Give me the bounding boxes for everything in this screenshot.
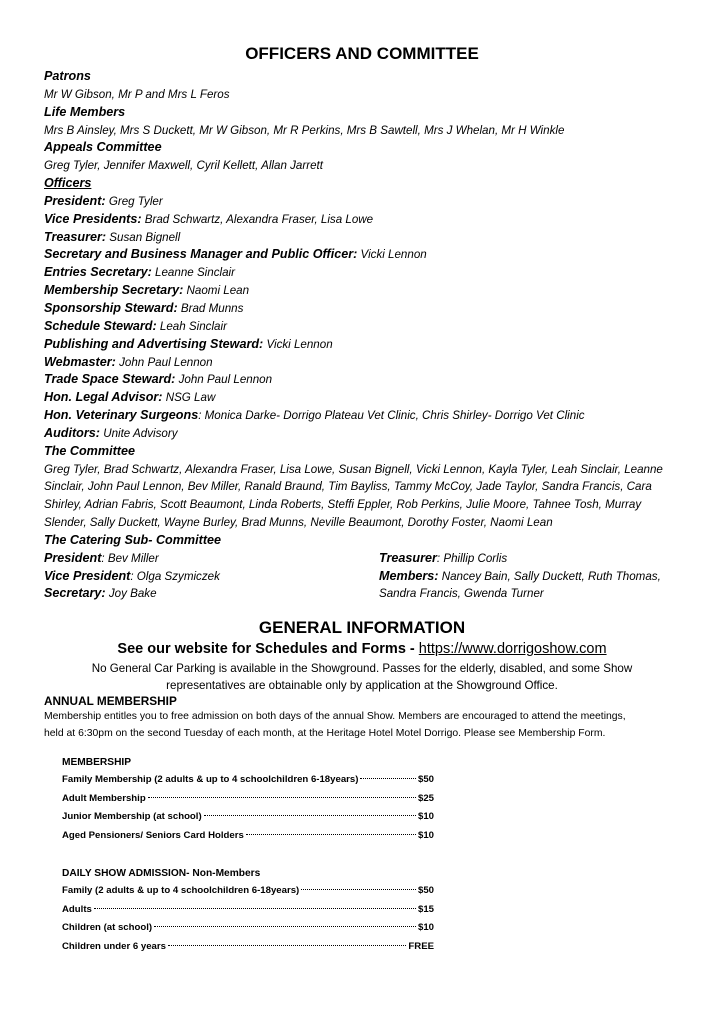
price-value: $10 (417, 922, 434, 933)
price-value: $50 (417, 774, 434, 785)
officer-row (44, 318, 714, 336)
dot-leader (204, 815, 416, 816)
price-label: Children (at school) (62, 922, 153, 933)
officer-role: Membership Secretary: (44, 283, 184, 298)
parking-notice: No General Car Parking is available in the Showground. Passes for the elderly, disabled, and some Show representatives are obtainable only by application at the Showground Office. (91, 662, 633, 692)
committee-line: Shirley, Adrian Fabris, Scott Beaumont, Linda Roberts, Steffi Eppler, Rob Perkins, Julie Moore, Tahnee Tosh, Murray (44, 498, 642, 512)
general-info-title: GENERAL INFORMATION (258, 618, 466, 637)
price-row (62, 941, 434, 960)
officer-row (44, 407, 714, 425)
officer-name: Greg Tyler (105, 194, 163, 208)
officer-row (44, 246, 714, 264)
price-value: $10 (417, 829, 434, 841)
catering-treasurer: Treasurer: Phillip Corlis (379, 550, 508, 565)
dot-leader (168, 945, 406, 946)
price-row (62, 922, 434, 941)
officers-section (44, 68, 714, 603)
life-members-heading: Life Members (44, 104, 126, 119)
price-label: Adults (62, 903, 92, 915)
officer-row (44, 336, 714, 354)
price-row (62, 774, 434, 793)
dot-leader (360, 778, 416, 779)
committee-text (44, 461, 714, 532)
life-members-text: Mrs B Ainsley, Mrs S Duckett, Mr W Gibson, Mr R Perkins, Mrs B Sawtell, Mrs J Whelan, Mr H Winkle (44, 123, 565, 137)
membership-heading: MEMBERSHIP (62, 757, 132, 768)
price-label: Junior Membership (at school) (62, 811, 202, 822)
dot-leader (154, 926, 416, 927)
officer-row (44, 425, 714, 443)
price-row (62, 811, 434, 830)
price-value: $10 (417, 811, 434, 822)
officers-heading: Officers (44, 176, 92, 191)
officer-role: Vice Presidents: (44, 211, 142, 226)
officer-row (44, 389, 714, 407)
website-line: See our website for Schedules and Forms - https://www.dorrigoshow.com (117, 641, 607, 657)
appeals-heading: Appeals Committee (44, 140, 162, 155)
website-link[interactable]: https://www.dorrigoshow.com (418, 641, 607, 657)
admission-price-list (62, 868, 434, 959)
officer-role: Sponsorship Steward: (44, 300, 178, 315)
catering-members: Members: Nancey Bain, Sally Duckett, Ruth Thomas, (379, 568, 661, 583)
patrons-heading: Patrons (44, 69, 91, 83)
page-title: OFFICERS AND COMMITTEE (245, 44, 479, 63)
officer-name: NSG Law (162, 391, 216, 405)
officer-name: John Paul Lennon (175, 373, 273, 387)
price-label: Family (2 adults & up to 4 schoolchildren 6-18years) (62, 885, 300, 896)
officer-row (44, 371, 714, 389)
membership-price-list (62, 757, 434, 848)
catering-vice-president: Vice President: Olga Szymiczek (44, 568, 220, 583)
officer-row (44, 229, 714, 247)
officer-name: : Monica Darke- Dorrigo Plateau Vet Clinic, Chris Shirley- Dorrigo Vet Clinic (198, 409, 585, 423)
officer-role: Schedule Steward: (44, 318, 157, 333)
officer-row (44, 300, 714, 318)
price-row (62, 793, 434, 812)
catering-secretary: Secretary: Joy Bake (44, 586, 157, 601)
price-row (62, 830, 434, 849)
officer-row (44, 354, 714, 372)
officer-name: Vicki Lennon (357, 248, 427, 262)
committee-line: Sinclair, John Paul Lennon, Bev Miller, Ranald Braund, Tim Bayliss, Tammy McCoy, Jade Taylor, Sandra Francis, Cara (44, 480, 652, 494)
dot-leader (148, 797, 416, 798)
price-label: Family Membership (2 adults & up to 4 schoolchildren 6-18years) (62, 774, 359, 785)
officer-name: Vicki Lennon (263, 337, 333, 351)
catering-president: President: Bev Miller (44, 550, 159, 565)
officer-role: Trade Space Steward: (44, 372, 176, 387)
officer-name: Leah Sinclair (156, 319, 227, 333)
committee-heading: The Committee (44, 443, 135, 458)
officer-name: Unite Advisory (99, 426, 178, 440)
catering-heading: The Catering Sub- Committee (44, 532, 222, 547)
price-value: $50 (417, 885, 434, 896)
price-value: $15 (417, 903, 434, 915)
officer-name: John Paul Lennon (115, 355, 213, 369)
officer-role: Treasurer: (44, 229, 107, 244)
committee-line: Slender, Sally Duckett, Wayne Burley, Brad Munns, Neville Beaumont, Dorothy Foster, Naomi Lean (44, 516, 553, 530)
officer-name: Brad Schwartz, Alexandra Fraser, Lisa Lowe (141, 212, 374, 226)
price-label: Adult Membership (62, 792, 146, 804)
catering-grid (44, 550, 714, 604)
appeals-text: Greg Tyler, Jennifer Maxwell, Cyril Kellett, Allan Jarrett (44, 159, 323, 173)
patrons-text: Mr W Gibson, Mr P and Mrs L Feros (44, 87, 230, 101)
officer-role: Webmaster: (44, 354, 116, 369)
officer-role: Secretary and Business Manager and Public Officer: (44, 247, 358, 262)
price-value: FREE (408, 940, 434, 952)
price-label: Aged Pensioners/ Seniors Card Holders (62, 829, 244, 841)
annual-text: Membership entitles you to free admission on both days of the annual Show. Members are encouraged to attend the meetings, held at 6:30pm on the second Tuesday of each month, at the Heritage Hotel Motel Dorrigo. Please see Membership Form. (44, 711, 626, 739)
officer-name: Susan Bignell (106, 230, 181, 244)
officer-role: Hon. Veterinary Surgeons (44, 408, 199, 423)
officer-row (44, 282, 714, 300)
committee-line: Greg Tyler, Brad Schwartz, Alexandra Fraser, Lisa Lowe, Susan Bignell, Vicki Lennon, Kayla Tyler, Leah Sinclair, Leanne (44, 462, 663, 476)
officers-list (44, 193, 714, 443)
officer-row (44, 193, 714, 211)
price-row (62, 904, 434, 923)
dot-leader (301, 889, 416, 890)
dot-leader (94, 908, 416, 909)
officer-role: Entries Secretary: (44, 265, 152, 280)
officer-row (44, 211, 714, 229)
admission-heading: DAILY SHOW ADMISSION- Non-Members (62, 868, 261, 879)
price-value: $25 (417, 792, 434, 804)
officer-role: Auditors: (44, 425, 100, 440)
annual-membership (44, 694, 714, 742)
officer-role: President: (44, 193, 106, 208)
officer-role: Publishing and Advertising Steward: (44, 336, 264, 351)
catering-members-cont: Sandra Francis, Gwenda Turner (379, 587, 544, 601)
officer-role: Hon. Legal Advisor: (44, 390, 163, 405)
price-label: Children under 6 years (62, 940, 166, 952)
officer-name: Leanne Sinclair (151, 266, 235, 280)
officer-name: Naomi Lean (183, 284, 250, 298)
officer-name: Brad Munns (177, 301, 244, 315)
annual-heading: ANNUAL MEMBERSHIP (44, 694, 177, 708)
dot-leader (246, 834, 416, 835)
price-row (62, 885, 434, 904)
officer-row (44, 264, 714, 282)
